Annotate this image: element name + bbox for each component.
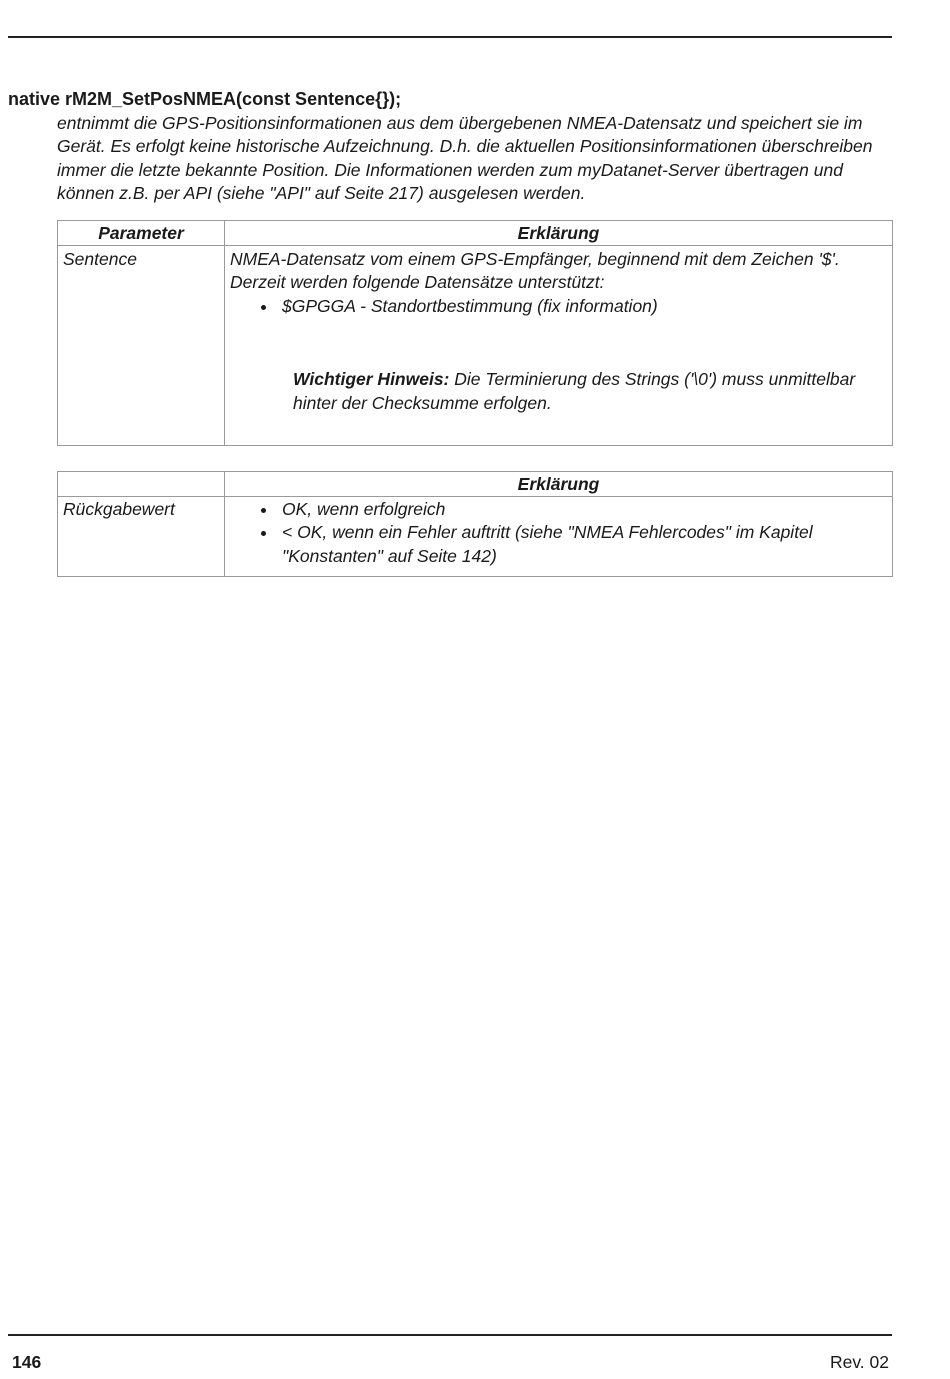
- list-item-text: < OK, wenn ein Fehler auftritt (siehe "NMEA Fehlercodes" im Kapitel "Konstanten" auf Seite 142): [282, 522, 813, 566]
- table-row: [58, 246, 893, 446]
- bullet-icon: [261, 531, 266, 536]
- param-line-1: NMEA-Datensatz vom einem GPS-Empfänger, beginnend mit dem Zeichen '$'.: [230, 249, 840, 269]
- list-item-text: $GPGGA - Standortbestimmung (fix information): [282, 295, 658, 316]
- param-line-2: Derzeit werden folgende Datensätze unterstützt:: [230, 272, 605, 293]
- bullet-icon: [261, 305, 266, 310]
- return-value-table: [57, 471, 893, 577]
- function-description: entnimmt die GPS-Positionsinformationen aus dem übergebenen NMEA-Datensatz und speichert sie im Gerät. Es erfolgt keine historische Aufzeichnung. D.h. die aktuellen Positionsinformationen überschreiben immer die letzte bekannte Position. Die Informationen werden zum myDatanet-Server übertragen und können z.B. per API (siehe "API" auf Seite 217) ausgelesen werden.: [57, 113, 873, 204]
- param-explanation: [225, 246, 893, 446]
- note-text: Die Terminierung des Strings ('\0') muss unmittelbar hinter der Checksumme erfolgen.: [293, 369, 856, 413]
- note-label: Wichtiger Hinweis:: [293, 369, 450, 390]
- header-rule: [8, 36, 892, 38]
- list-item-text: OK, wenn erfolgreich: [282, 499, 446, 519]
- return-values-list: [230, 498, 887, 568]
- table-header-row: [58, 472, 893, 497]
- return-name: Rückgabewert: [58, 497, 225, 577]
- footer-rule: [8, 1334, 892, 1336]
- important-note: [293, 368, 887, 415]
- function-signature: native rM2M_SetPosNMEA(const Sentence{});: [8, 89, 402, 109]
- param-name: Sentence: [58, 246, 225, 446]
- header-parameter: Parameter: [58, 221, 225, 246]
- table-row: [58, 497, 893, 577]
- list-item: [230, 521, 887, 568]
- list-item: [230, 498, 887, 521]
- header-explanation: Erklärung: [225, 472, 893, 497]
- supported-sentences-list: [230, 295, 887, 318]
- page-number: 146: [12, 1352, 42, 1372]
- list-item: [230, 295, 887, 318]
- parameter-table: [57, 220, 893, 446]
- table-header-row: [58, 221, 893, 246]
- header-empty: [58, 472, 225, 497]
- bullet-icon: [261, 508, 266, 513]
- return-explanation: [225, 497, 893, 577]
- revision-label: Rev. 02: [829, 1352, 889, 1372]
- header-explanation: Erklärung: [225, 221, 893, 246]
